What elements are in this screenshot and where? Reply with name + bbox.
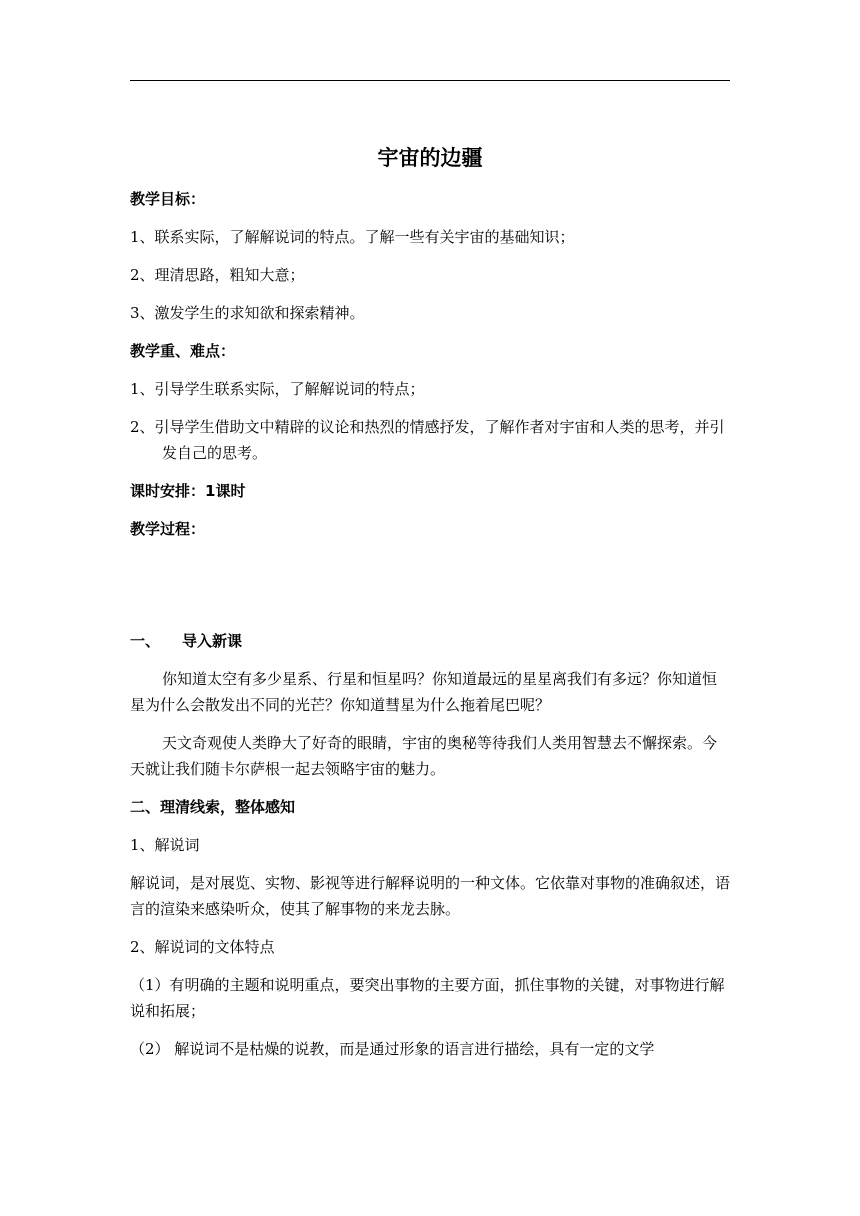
key-point-item: 1、引导学生联系实际，了解解说词的特点； — [130, 380, 425, 398]
header-rule — [130, 80, 730, 81]
document-title: 宇宙的边疆 — [377, 146, 483, 170]
schedule-line: 课时安排：1课时 — [130, 482, 246, 500]
blank-space — [130, 554, 730, 628]
section-1-heading — [130, 628, 730, 654]
section-1-paragraph: 你知道太空有多少星系、行星和恒星吗？你知道最远的星星离我们有多远？你知道恒星为什么会散发出不同的光芒？你知道彗星为什么拖着尾巴呢？ — [130, 670, 718, 714]
process-heading: 教学过程： — [130, 520, 206, 538]
objective-item: 2、理清思路，粗知大意； — [130, 266, 305, 284]
key-points-heading: 教学重、难点： — [130, 342, 236, 360]
section-2-point: （1）有明确的主题和说明重点，要突出事物的主要方面，抓住事物的关键，对事物进行解说和拓展； — [130, 976, 725, 1020]
section-1-title: 导入新课 — [182, 632, 243, 650]
objectives-heading: 教学目标： — [130, 190, 206, 208]
section-2-point: （2） 解说词不是枯燥的说教，而是通过形象的语言进行描绘，具有一定的文学 — [130, 1040, 655, 1058]
section-2-subtitle: 2、解说词的文体特点 — [130, 938, 275, 956]
section-2-subtitle: 1、解说词 — [130, 836, 200, 854]
section-2-heading: 二、理清线索，整体感知 — [130, 798, 296, 816]
key-point-item: 2、引导学生借助文中精辟的议论和热烈的情感抒发，了解作者对宇宙和人类的思考，并引发自己的思考。 — [130, 418, 725, 462]
section-2-definition: 解说词，是对展览、实物、影视等进行解释说明的一种文体。它依靠对事物的准确叙述，语言的渲染来感染听众，使其了解事物的来龙去脉。 — [130, 874, 731, 918]
section-1-number: 一、 — [130, 632, 161, 650]
section-1-paragraph: 天文奇观使人类睁大了好奇的眼睛，宇宙的奥秘等待我们人类用智慧去不懈探索。今天就让我们随卡尔萨根一起去领略宇宙的魅力。 — [130, 734, 718, 778]
document-body — [130, 138, 730, 1074]
objective-item: 1、联系实际，了解解说词的特点。了解一些有关宇宙的基础知识； — [130, 228, 575, 246]
objective-item: 3、激发学生的求知欲和探索精神。 — [130, 304, 365, 322]
